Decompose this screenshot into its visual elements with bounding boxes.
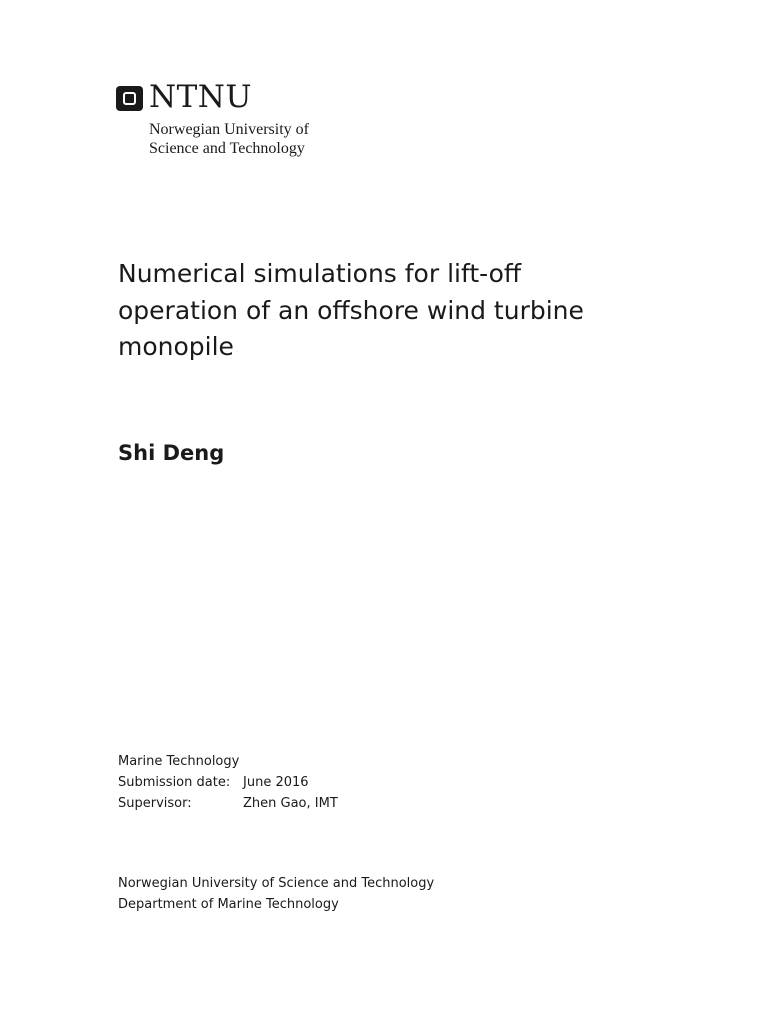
supervisor-name: Zhen Gao, IMT <box>243 796 338 811</box>
affiliation <box>118 873 434 915</box>
logo-wordmark: NTNU <box>149 79 253 115</box>
logo-subtitle-line2: Science and Technology <box>149 140 305 157</box>
logo-subtitle <box>149 120 309 158</box>
supervisor-label: Supervisor: <box>118 796 192 811</box>
program-name: Marine Technology <box>118 754 240 769</box>
supervisor-row <box>118 793 338 814</box>
author-name: Shi Deng <box>118 441 225 465</box>
logo-subtitle-line1: Norwegian University of <box>149 121 309 138</box>
department-name: Department of Marine Technology <box>118 897 339 912</box>
thesis-meta <box>118 751 338 814</box>
university-name: Norwegian University of Science and Technology <box>118 876 435 891</box>
ntnu-logo-icon <box>116 86 143 111</box>
submission-label: Submission date: <box>118 775 231 790</box>
submission-date: June 2016 <box>243 775 309 790</box>
thesis-title-line2: operation of an offshore wind turbine <box>118 295 584 325</box>
submission-row <box>118 772 338 793</box>
program-row <box>118 751 338 772</box>
thesis-title-line3: monopile <box>118 332 234 361</box>
thesis-title-line1: Numerical simulations for lift-off <box>118 259 522 288</box>
thesis-title <box>118 256 638 366</box>
